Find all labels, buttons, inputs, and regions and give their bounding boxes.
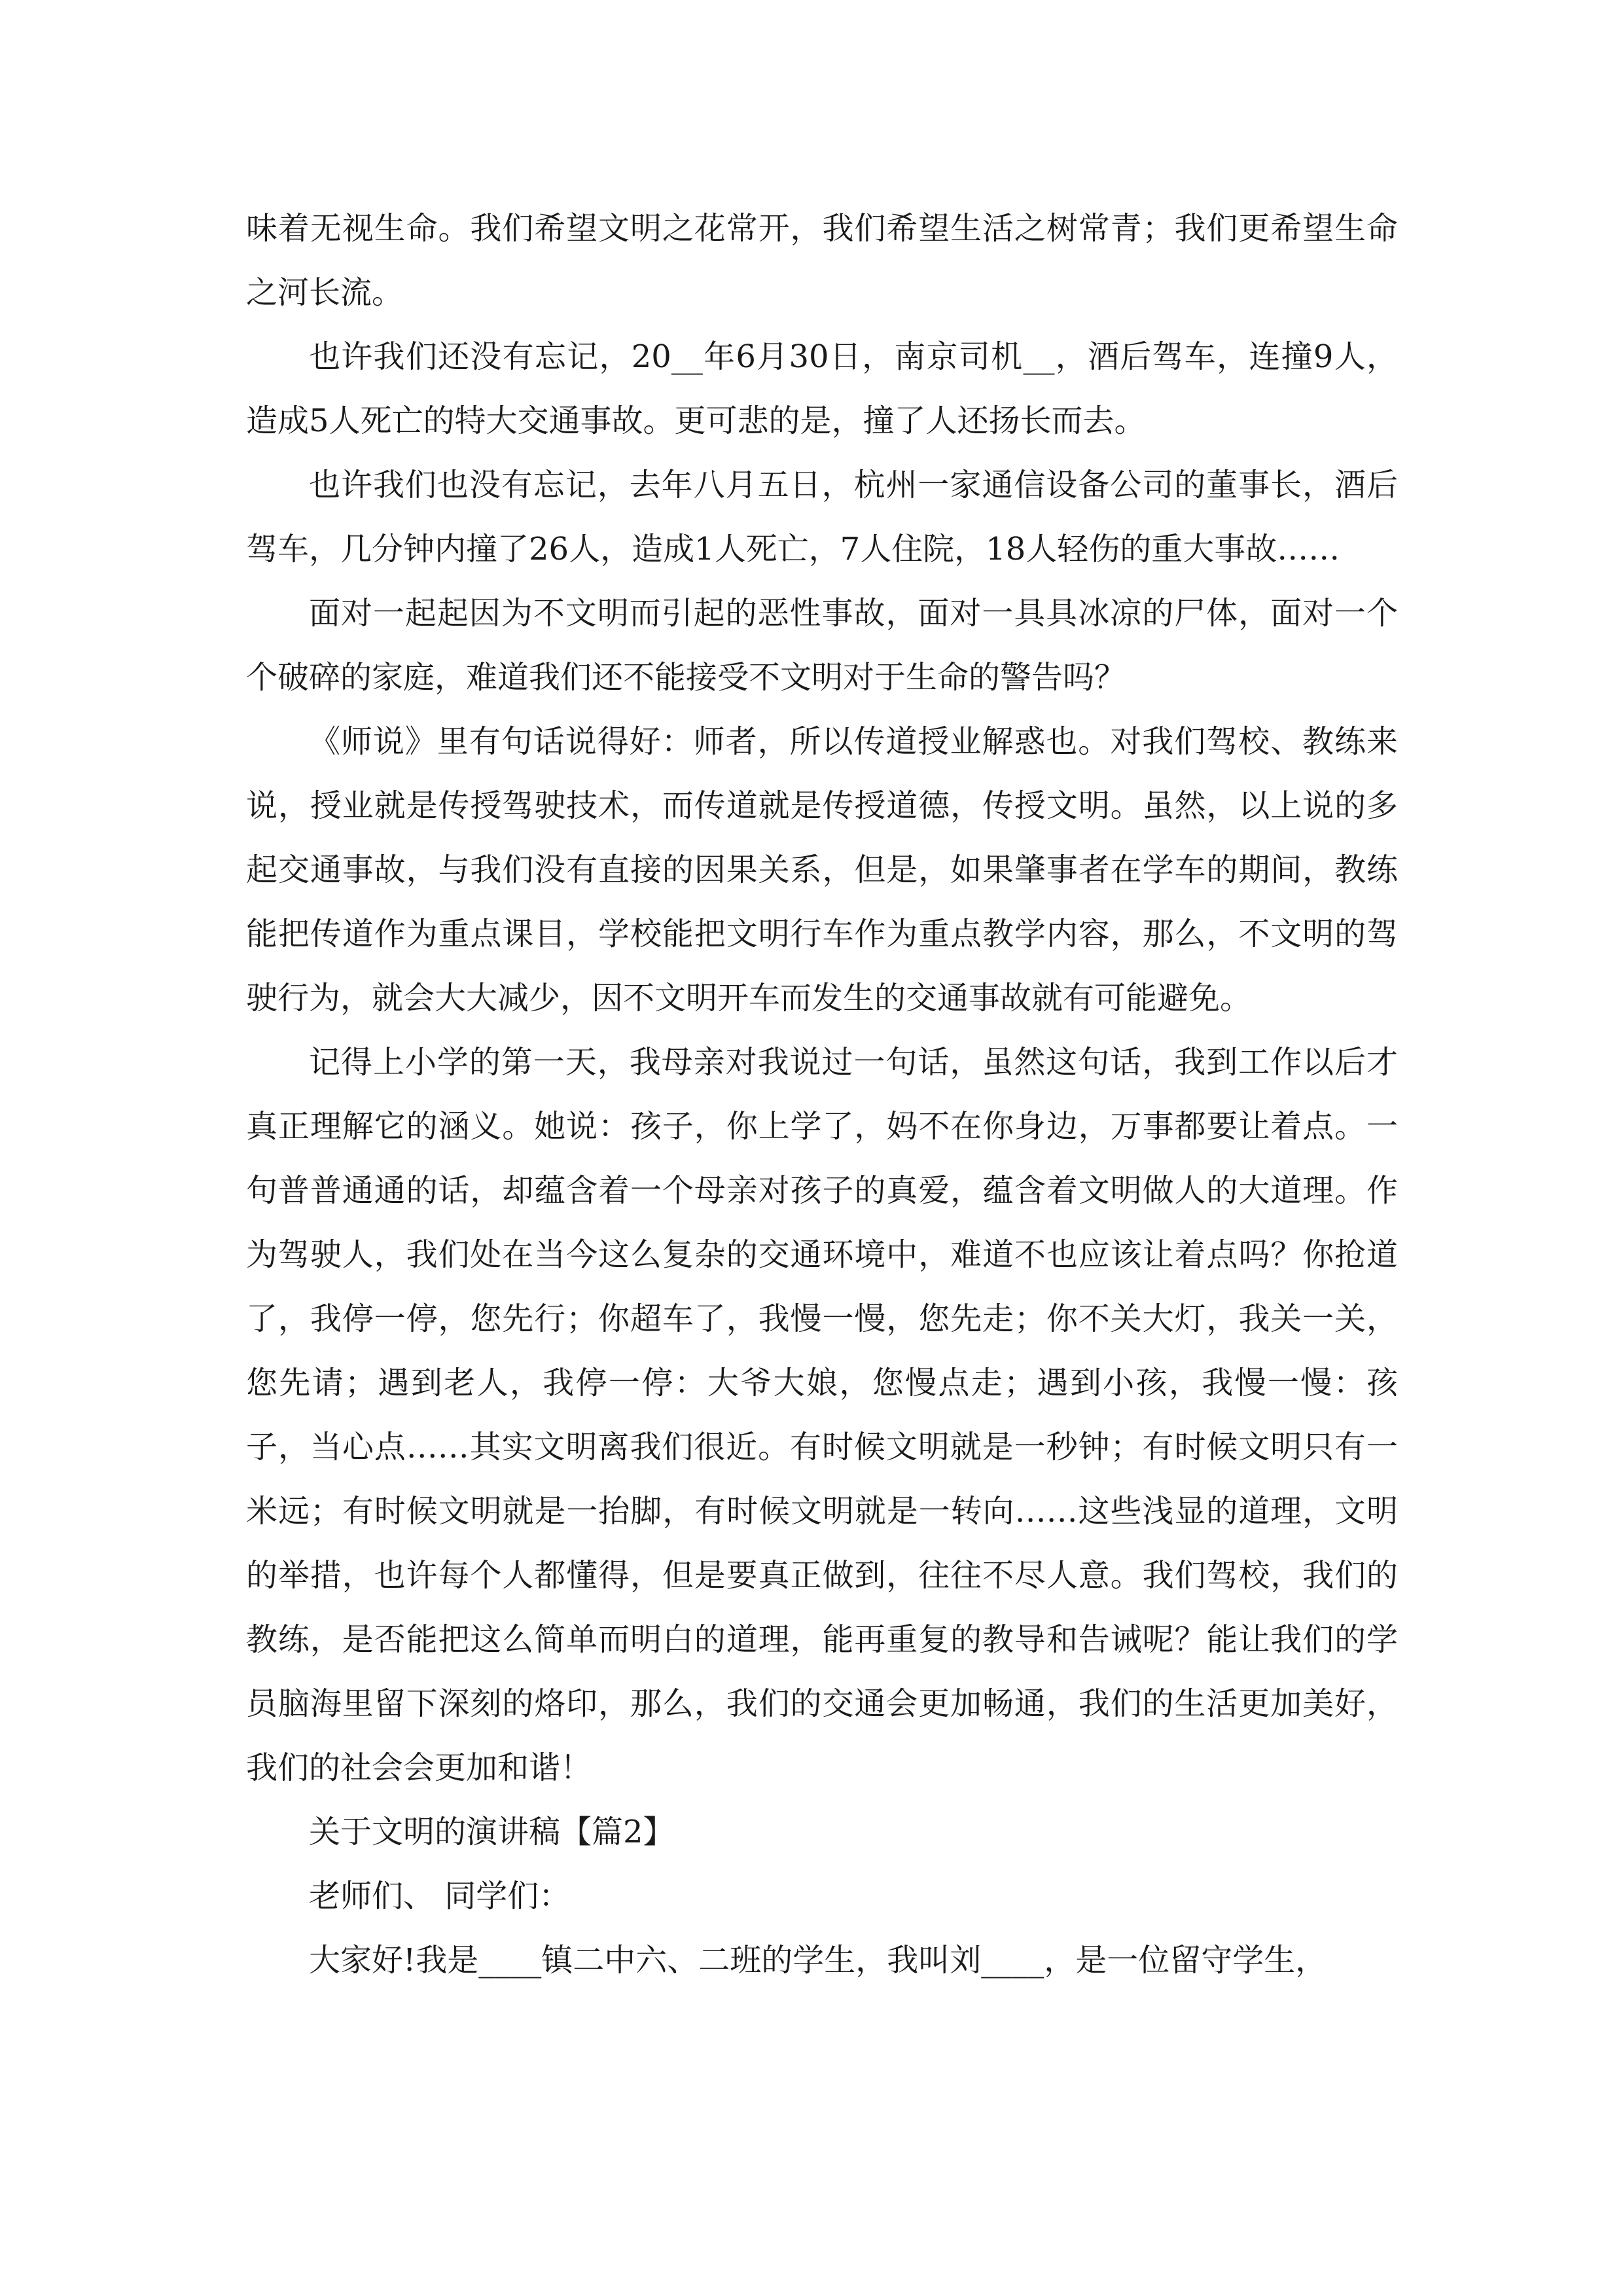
salutation: 老师们、 同学们： xyxy=(309,1878,571,1914)
paragraph-3: 也许我们也没有忘记，去年八月五日，杭州一家通信设备公司的董事长，酒后驾车，几分钟内撞了26人，造成1人死亡，7人住院，18人轻伤的重大事故…… xyxy=(246,467,1398,567)
paragraph-6: 记得上小学的第一天，我母亲对我说过一句话，虽然这句话，我到工作以后才真正理解它的涵义。她说：孩子，你上学了，妈不在你身边，万事都要让着点。一句普普通通的话，却蕴含着一个母亲对孩子的真爱，蕴含着文明做人的大道理。作为驾驶人，我们处在当今这么复杂的交通环境中，难道不也应该让着点吗？你抢道了，我停一停，您先行；你超车了，我慢一慢，您先走；你不关大灯，我关一关，您先请；遇到老人，我停一停：大爷大娘，您慢点走；遇到小孩，我慢一慢：孩子，当心点……其实文明离我们很近。有时候文明就是一秒钟；有时候文明只有一米远；有时候文明就是一抬脚，有时候文明就是一转向……这些浅显的道理，文明的举措，也许每个人都懂得，但是要真正做到，往往不尽人意。我们驾校，我们的教练，是否能把这么简单而明白的道理，能再重复的教导和告诫呢？能让我们的学员脑海里留下深刻的烙印，那么，我们的交通会更加畅通，我们的生活更加美好，我们的社会会更加和谐！ xyxy=(246,1044,1398,1786)
paragraph-intro: 大家好!我是____镇二中六、二班的学生，我叫刘____，是一位留守学生， xyxy=(309,1942,1327,1979)
paragraph-2: 也许我们还没有忘记，20__年6月30日，南京司机__，酒后驾车，连撞9人，造成5人死亡的特大交通事故。更可悲的是，撞了人还扬长而去。 xyxy=(246,338,1398,439)
paragraph-1: 味着无视生命。我们希望文明之花常开，我们希望生活之树常青；我们更希望生命之河长流。 xyxy=(246,210,1398,311)
paragraph-4: 面对一起起因为不文明而引起的恶性事故，面对一具具冰凉的尸体，面对一个个破碎的家庭，难道我们还不能接受不文明对于生命的警告吗？ xyxy=(246,595,1398,696)
section-heading: 关于文明的演讲稿【篇2】 xyxy=(309,1814,675,1850)
paragraph-5: 《师说》里有句话说得好：师者，所以传道授业解惑也。对我们驾校、教练来说，授业就是传授驾驶技术，而传道就是传授道德，传授文明。虽然，以上说的多起交通事故，与我们没有直接的因果关系，但是，如果肇事者在学车的期间，教练能把传道作为重点课目，学校能把文明行车作为重点教学内容，那么，不文明的驾驶行为，就会大大减少，因不文明开车而发生的交通事故就有可能避免。 xyxy=(246,723,1398,1016)
document-body xyxy=(246,196,1398,1992)
